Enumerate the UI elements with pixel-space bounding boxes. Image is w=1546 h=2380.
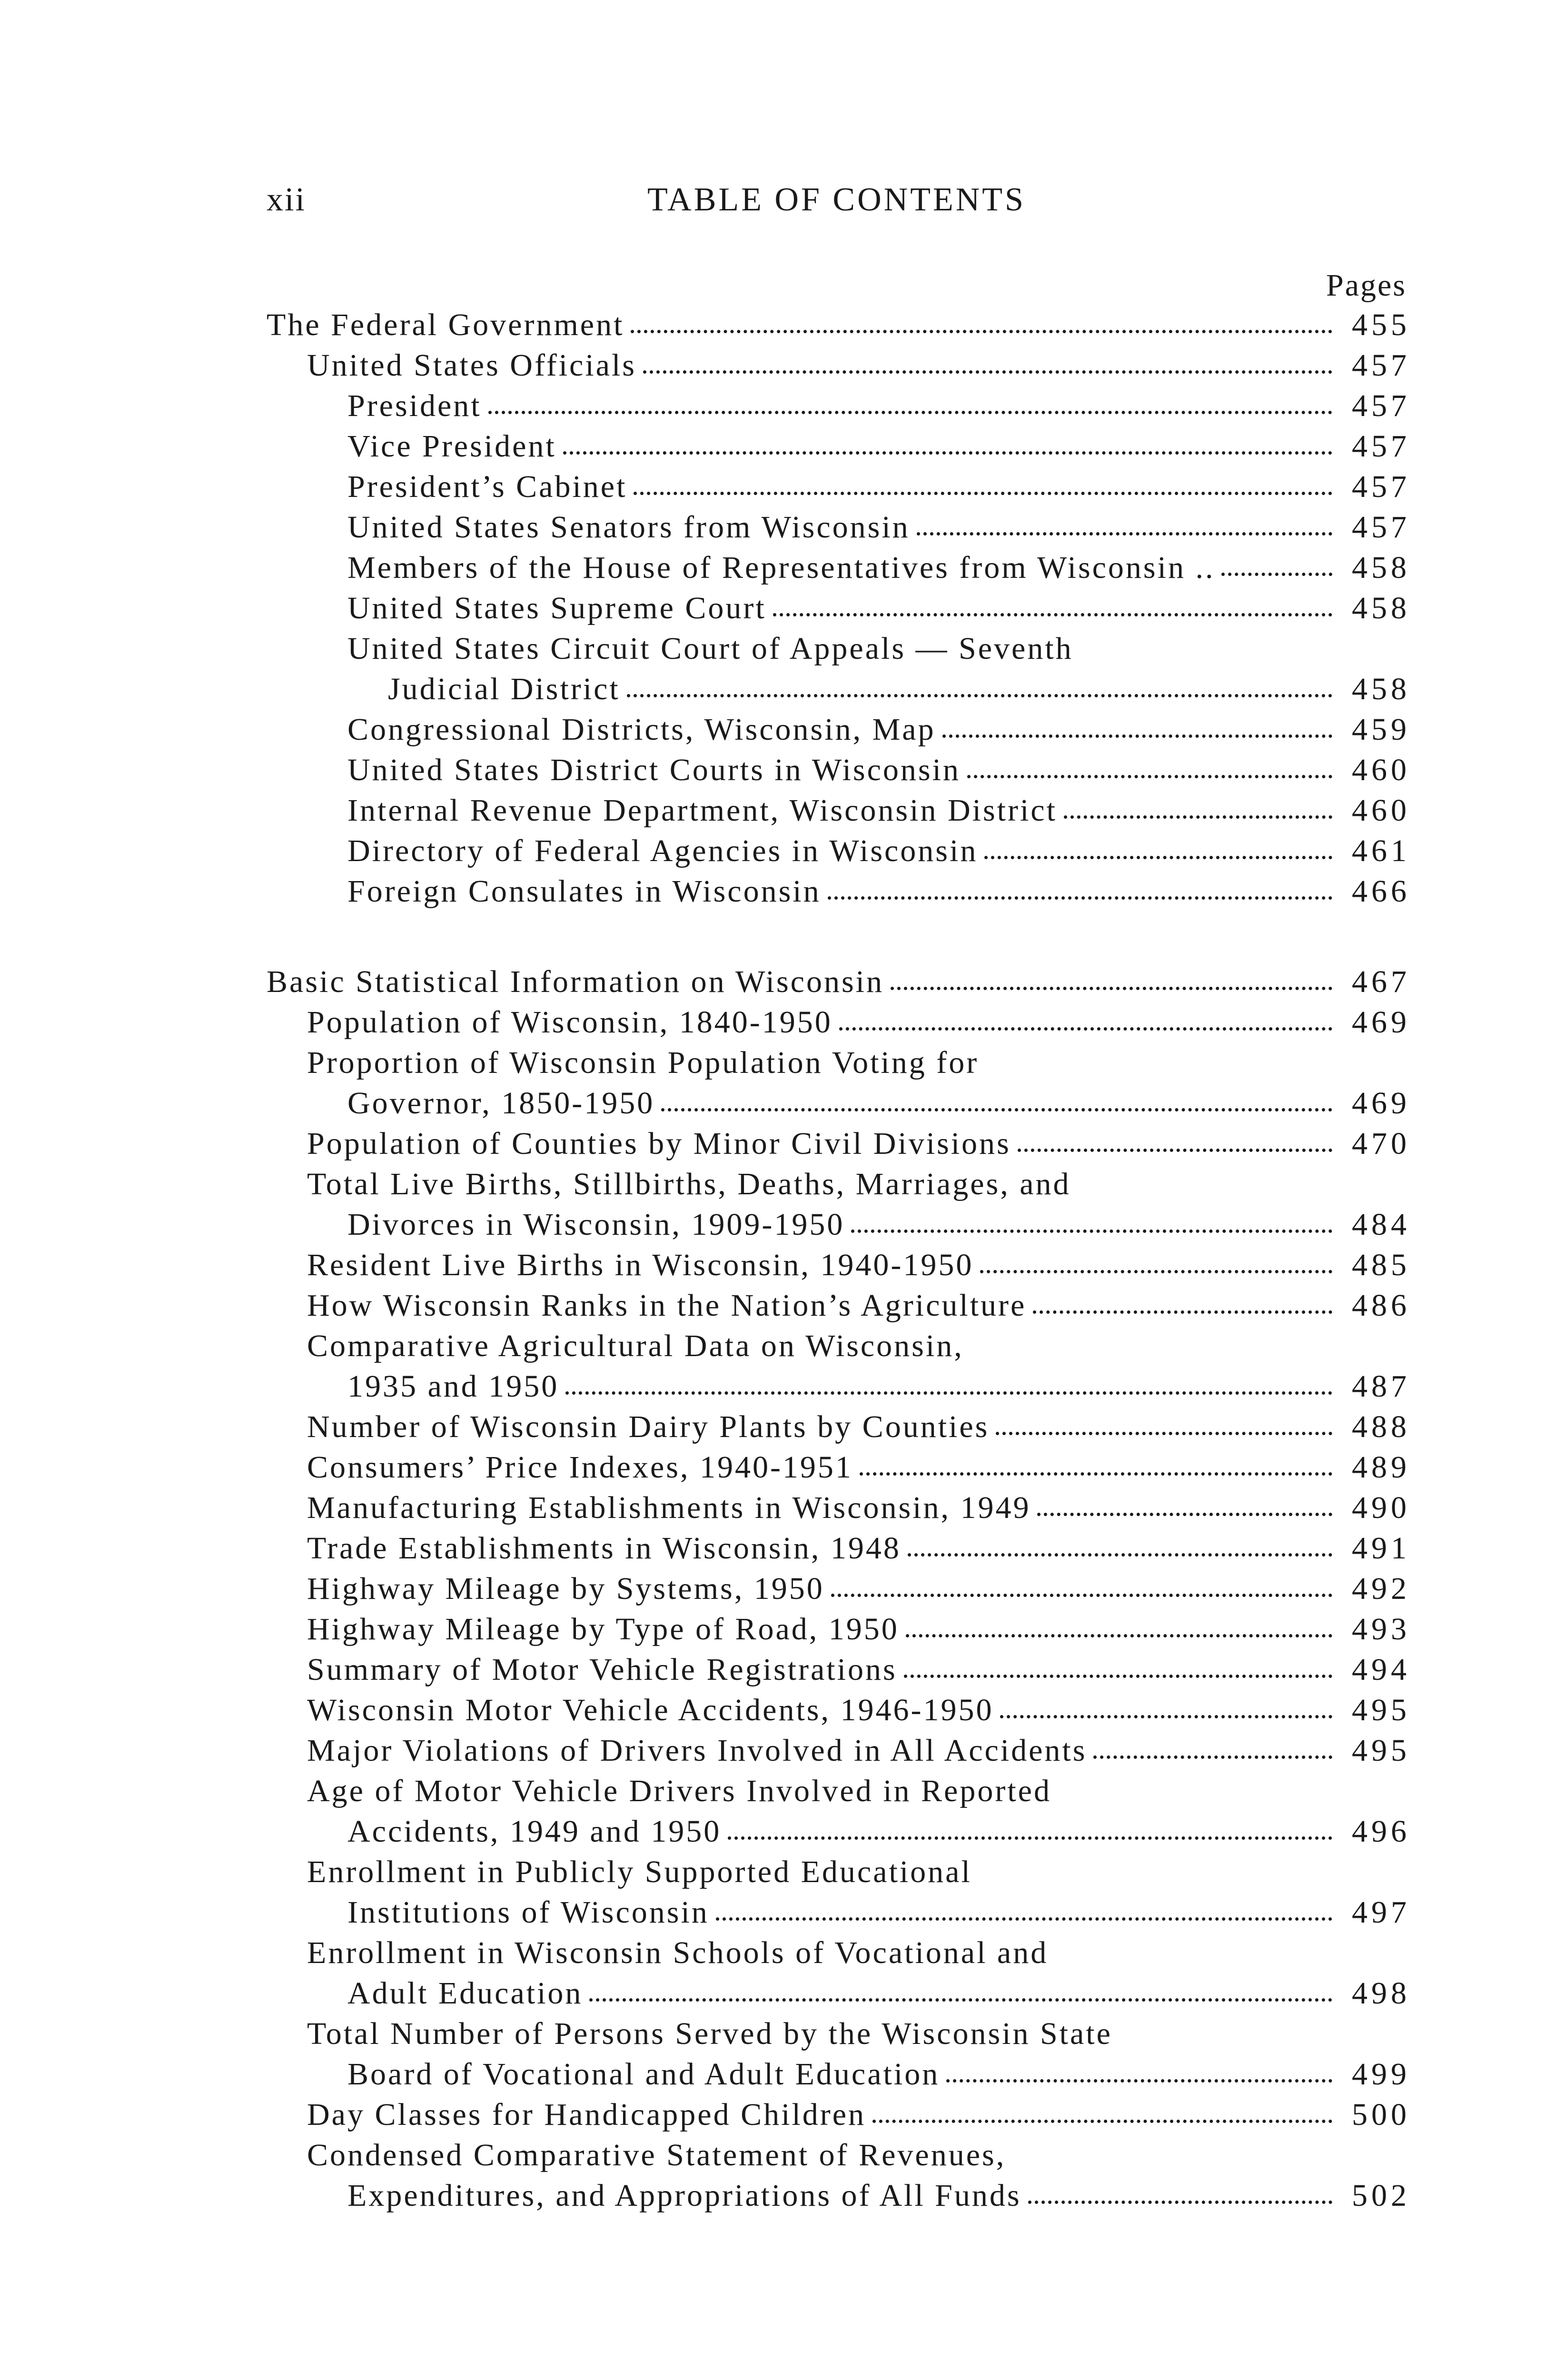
dot-leader [908,1553,1332,1557]
table-of-contents [267,305,1410,2216]
toc-entry-title: Population of Wisconsin, 1840-1950 [307,1005,832,1040]
dot-leader [942,734,1332,738]
toc-entry-title: Total Number of Persons Served by the Wisconsin State [307,2016,1112,2051]
toc-line [307,1447,1410,1488]
toc-entry [267,1164,1410,1245]
page-header [267,176,1407,224]
toc-page-number: 467 [1352,964,1410,999]
toc-entry-title: Divorces in Wisconsin, 1909-1950 [347,1207,845,1242]
toc-line [307,2135,1407,2175]
toc-line [307,1083,1410,1123]
toc-entry-title: Consumers’ Price Indexes, 1940-1951 [307,1450,853,1485]
toc-page-number: 496 [1352,1814,1410,1849]
toc-page-number: 500 [1352,2097,1410,2132]
toc-entry [267,1649,1410,1690]
toc-line [347,750,1410,790]
toc-line [307,1730,1410,1771]
dot-leader [716,1917,1332,1921]
toc-line [307,1973,1410,2013]
toc-entry [267,831,1410,871]
toc-entry-title: President [347,388,482,423]
toc-entry-title: Condensed Comparative Statement of Revenues, [307,2138,1006,2172]
toc-entry [267,1285,1410,1326]
toc-entry [267,1568,1410,1609]
toc-entry [267,1690,1410,1730]
toc-entry-title: Highway Mileage by Type of Road, 1950 [307,1612,899,1646]
toc-entry-title: Enrollment in Publicly Supported Educational [307,1854,972,1889]
toc-page-number: 484 [1352,1207,1410,1242]
toc-page-number: 502 [1352,2178,1410,2213]
toc-entry [267,2013,1410,2094]
toc-line [347,669,1410,709]
dot-leader [1221,573,1332,576]
toc-entry [267,628,1410,709]
toc-entry-title: Expenditures, and Appropriations of All Funds [347,2178,1021,2213]
toc-line [307,1933,1407,1973]
dot-leader [643,370,1332,374]
toc-page-number: 491 [1352,1531,1410,1566]
toc-entry-title: Manufacturing Establishments in Wisconsin, 1949 [307,1490,1031,1525]
toc-page-number: 494 [1352,1652,1410,1687]
toc-entry-title: Trade Establishments in Wisconsin, 1948 [307,1531,901,1566]
dot-leader [872,2120,1332,2123]
toc-page-number: 495 [1352,1733,1410,1768]
toc-entry-title: Accidents, 1949 and 1950 [347,1814,722,1849]
toc-entry-title: Proportion of Wisconsin Population Voting for [307,1045,979,1080]
dot-leader [488,411,1332,414]
toc-page-number: 490 [1352,1490,1410,1525]
toc-entry-title: Foreign Consulates in Wisconsin [347,874,821,909]
toc-entry [267,1042,1410,1123]
dot-leader [627,694,1332,697]
toc-entry-title: Number of Wisconsin Dairy Plants by Counties [307,1409,990,1444]
dot-leader [589,1998,1332,2002]
toc-entry-title: United States Circuit Court of Appeals — Seventh [347,631,1073,666]
toc-entry-title: Age of Motor Vehicle Drivers Involved in Reported [307,1774,1051,1808]
toc-line [347,790,1410,831]
toc-page-number: 469 [1352,1086,1410,1121]
toc-entry-title: Judicial District [388,672,620,706]
dot-leader [1093,1755,1332,1759]
toc-entry-title: Day Classes for Handicapped Children [307,2097,866,2132]
toc-line [307,1528,1410,1568]
toc-line [307,1690,1410,1730]
toc-entry-title: Internal Revenue Department, Wisconsin District [347,793,1057,828]
toc-page-number: 485 [1352,1248,1410,1282]
toc-line [307,1245,1410,1285]
toc-line [307,345,1410,386]
dot-leader [917,532,1332,536]
toc-line [347,628,1407,669]
toc-entry [267,1771,1410,1852]
dot-leader [851,1230,1332,1233]
toc-entry [267,1447,1410,1488]
toc-page-number: 460 [1352,793,1410,828]
toc-line [307,1326,1407,1366]
toc-page-number: 498 [1352,1976,1410,2011]
toc-page-number: 492 [1352,1571,1410,1606]
toc-line [347,871,1410,912]
toc-page-number: 489 [1352,1450,1410,1485]
toc-line [347,426,1410,466]
toc-line [347,547,1410,588]
toc-entry-title: Institutions of Wisconsin [347,1895,709,1930]
toc-line [267,305,1410,345]
toc-page-number: 457 [1352,429,1410,464]
toc-entry [267,790,1410,831]
toc-entry-title: Total Live Births, Stillbirths, Deaths, Marriages, and [307,1167,1071,1201]
dot-leader [831,1594,1332,1597]
toc-entry-title: United States District Courts in Wisconsin [347,753,961,787]
toc-entry-title: The Federal Government [267,307,624,342]
dot-leader [828,896,1332,900]
toc-entry [267,1002,1410,1042]
toc-entry [267,1123,1410,1164]
toc-entry-title: United States Senators from Wisconsin [347,510,910,545]
dot-leader [906,1634,1332,1637]
toc-page-number: 455 [1352,307,1410,342]
toc-page-number: 495 [1352,1693,1410,1727]
toc-entry-title: Governor, 1850-1950 [347,1086,655,1121]
toc-line [307,1811,1410,1852]
toc-page-number: 458 [1352,550,1410,585]
toc-entry-title: Board of Vocational and Adult Education [347,2057,940,2092]
toc-line [347,507,1410,547]
toc-page-number: 458 [1352,672,1410,706]
toc-line [307,1609,1410,1649]
toc-page-number: 486 [1352,1288,1410,1323]
toc-entry-title: Highway Mileage by Systems, 1950 [307,1571,824,1606]
toc-line [307,1852,1407,1892]
toc-entry [267,588,1410,628]
toc-page-number: 458 [1352,591,1410,625]
toc-line [307,1002,1410,1042]
toc-entry-title: Vice President [347,429,556,464]
toc-line [307,2175,1410,2216]
section-gap [267,912,1407,962]
dot-leader [860,1472,1332,1476]
dot-leader [839,1027,1332,1031]
toc-entry [267,1326,1410,1407]
toc-entry-title: Adult Education [347,1976,583,2011]
toc-line [347,588,1410,628]
toc-page-number: 457 [1352,469,1410,504]
toc-entry [267,1933,1410,2013]
toc-line [307,1892,1410,1933]
toc-line [307,1042,1407,1083]
toc-entry [267,1407,1410,1447]
toc-entry [267,1528,1410,1568]
toc-entry [267,2094,1410,2135]
page-number: xii [267,181,306,218]
toc-page-number: 488 [1352,1409,1410,1444]
toc-line [347,831,1410,871]
toc-page-number: 469 [1352,1005,1410,1040]
toc-entry-title: How Wisconsin Ranks in the Nation’s Agriculture [307,1288,1027,1323]
toc-entry [267,709,1410,750]
toc-page-number: 457 [1352,388,1410,423]
toc-entry-title: Wisconsin Motor Vehicle Accidents, 1946-1950 [307,1693,994,1727]
dot-leader [563,451,1332,455]
dot-leader [967,775,1332,778]
toc-line [307,1771,1407,1811]
toc-page-number: 493 [1352,1612,1410,1646]
toc-entry [267,1852,1410,1933]
toc-entry-title: United States Officials [307,348,636,383]
toc-entry-title: 1935 and 1950 [347,1369,559,1404]
toc-page-number: 457 [1352,510,1410,545]
toc-line [307,1488,1410,1528]
toc-line [307,1568,1410,1609]
toc-section [267,305,1410,912]
toc-line [307,1285,1410,1326]
dot-leader [891,987,1332,990]
toc-line [307,1204,1410,1245]
dot-leader [565,1391,1332,1395]
toc-page-number: 461 [1352,833,1410,868]
toc-entry [267,547,1410,588]
toc-entry-title: Basic Statistical Information on Wisconsin [267,964,884,999]
dot-leader [1037,1513,1332,1516]
dot-leader [1018,1149,1332,1152]
toc-entry [267,750,1410,790]
dot-leader [946,2079,1332,2082]
dot-leader [1033,1310,1332,1314]
toc-entry-title: Comparative Agricultural Data on Wisconsin, [307,1329,964,1363]
toc-page-number: 499 [1352,2057,1410,2092]
toc-entry-title: Members of the House of Representatives from Wisconsin .. [347,550,1215,585]
toc-entry-title: Major Violations of Drivers Involved in All Accidents [307,1733,1087,1768]
toc-entry-title: Enrollment in Wisconsin Schools of Vocational and [307,1935,1049,1970]
dot-leader [1000,1715,1332,1718]
dot-leader [984,856,1332,859]
dot-leader [631,330,1332,333]
toc-entry [267,386,1410,426]
toc-line [347,466,1410,507]
toc-page-number: 470 [1352,1126,1410,1161]
toc-line [307,1164,1407,1204]
toc-page-number: 487 [1352,1369,1410,1404]
toc-entry-title: Congressional Districts, Wisconsin, Map [347,712,936,747]
dot-leader [1028,2201,1332,2204]
toc-line [307,1407,1410,1447]
toc-section [267,962,1410,2216]
toc-line [307,2094,1410,2135]
toc-page-number: 497 [1352,1895,1410,1930]
toc-entry-title: Summary of Motor Vehicle Registrations [307,1652,897,1687]
running-title: TABLE OF CONTENTS [647,181,1026,218]
toc-line [267,962,1410,1002]
dot-leader [728,1836,1332,1840]
dot-leader [661,1108,1332,1111]
dot-leader [904,1675,1332,1678]
toc-line [347,386,1410,426]
dot-leader [996,1432,1332,1435]
toc-entry [267,426,1410,466]
toc-page-number: 459 [1352,712,1410,747]
toc-entry-title: United States Supreme Court [347,591,766,625]
toc-line [307,1366,1410,1407]
toc-entry-title: Resident Live Births in Wisconsin, 1940-1950 [307,1248,974,1282]
toc-entry [267,466,1410,507]
toc-line [307,2054,1410,2094]
toc-entry [267,1245,1410,1285]
toc-entry [267,1609,1410,1649]
dot-leader [773,613,1332,616]
toc-entry [267,345,1410,386]
toc-page-number: 466 [1352,874,1410,909]
toc-page-number: 460 [1352,753,1410,787]
dot-leader [634,492,1332,495]
toc-entry [267,507,1410,547]
toc-line [347,709,1410,750]
toc-entry [267,1730,1410,1771]
toc-entry-title: President’s Cabinet [347,469,627,504]
toc-line [307,1123,1410,1164]
dot-leader [980,1270,1332,1273]
toc-line [307,2013,1407,2054]
toc-entry-title: Directory of Federal Agencies in Wisconsin [347,833,978,868]
toc-page-number: 457 [1352,348,1410,383]
dot-leader [1064,815,1332,819]
toc-entry [267,1488,1410,1528]
pages-column-label: Pages [1326,268,1407,303]
toc-entry [267,2135,1410,2216]
toc-entry [267,871,1410,912]
toc-entry-title: Population of Counties by Minor Civil Divisions [307,1126,1011,1161]
toc-line [307,1649,1410,1690]
